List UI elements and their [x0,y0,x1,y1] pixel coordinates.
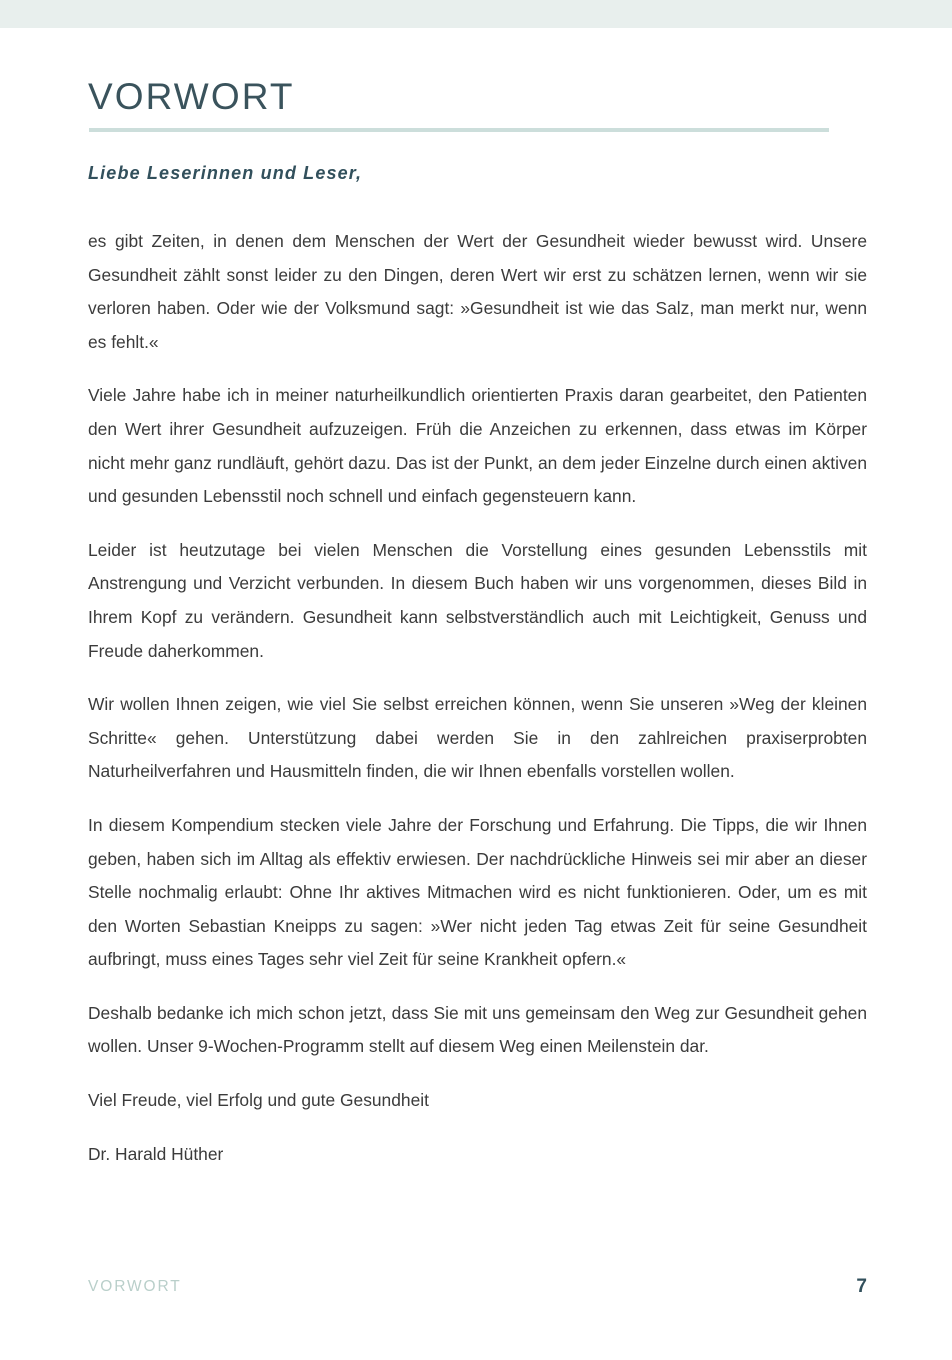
title-divider [89,128,829,132]
body-copy [88,225,867,1171]
paragraph: Viele Jahre habe ich in meiner naturheilkundlich orientierten Praxis daran gearbeitet, den Patienten den Wert ihrer Gesundheit aufzuzeigen. Früh die Anzeichen zu erkennen, dass etwas im Körper nicht mehr ganz rundläuft, gehört dazu. Das ist der Punkt, an dem jeder Einzelne durch einen aktiven und gesunden Lebensstil noch schnell und einfach gegensteuern kann. [88,385,867,507]
paragraph: In diesem Kompendium stecken viele Jahre der Forschung und Erfahrung. Die Tipps, die wir Ihnen geben, haben sich im Alltag als effektiv erwiesen. Der nachdrückliche Hinweis sei mir aber an dieser Stelle nochmalig erlaubt: Ohne Ihr aktives Mitmachen wird es nicht funktionieren. Oder, um es mit den Worten Sebastian Kneipps zu sagen: »Wer nicht jeden Tag etwas Zeit für seine Gesundheit aufbringt, muss eines Tages sehr viel Zeit für seine Krankheit opfern.« [88,814,867,970]
paragraph: Viel Freude, viel Erfolg und gute Gesundheit [88,1090,429,1111]
page-footer [88,1272,867,1302]
salutation: Liebe Leserinnen und Leser, [88,163,363,183]
paragraph: Wir wollen Ihnen zeigen, wie viel Sie selbst erreichen können, wenn Sie unseren »Weg der kleinen Schritte« gehen. Unterstützung dabei werden Sie in den zahlreichen praxiserprobten Naturheilverfahren und Hausmitteln finden, die wir Ihnen ebenfalls vorstellen wollen. [88,694,867,782]
paragraph: Leider ist heutzutage bei vielen Menschen die Vorstellung eines gesunden Lebensstils mit Anstrengung und Verzicht verbunden. In diesem Buch haben wir uns vorgenommen, dieses Bild in Ihrem Kopf zu verändern. Gesundheit kann selbstverständlich auch mit Leichtigkeit, Genuss und Freude daherkommen. [88,539,867,661]
footer-page-number: 7 [856,1276,867,1297]
footer-chapter-label: VORWORT [88,1278,182,1295]
paragraph: es gibt Zeiten, in denen dem Menschen der Wert der Gesundheit wieder bewusst wird. Unsere Gesundheit zählt sonst leider zu den Dingen, deren Wert wir erst zu schätzen lernen, wenn wir sie verloren haben. Oder wie der Volksmund sagt: »Gesundheit ist wie das Salz, man merkt nur, wenn es fehlt.« [88,231,867,352]
author-signature: Dr. Harald Hüther [88,1143,224,1164]
page-title: VORWORT [88,76,295,117]
page-content [88,0,867,1360]
paragraph: Deshalb bedanke ich mich schon jetzt, dass Sie mit uns gemeinsam den Weg zur Gesundheit gehen wollen. Unser 9-Wochen-Programm stellt auf diesem Weg einen Meilenstein dar. [88,1002,867,1057]
